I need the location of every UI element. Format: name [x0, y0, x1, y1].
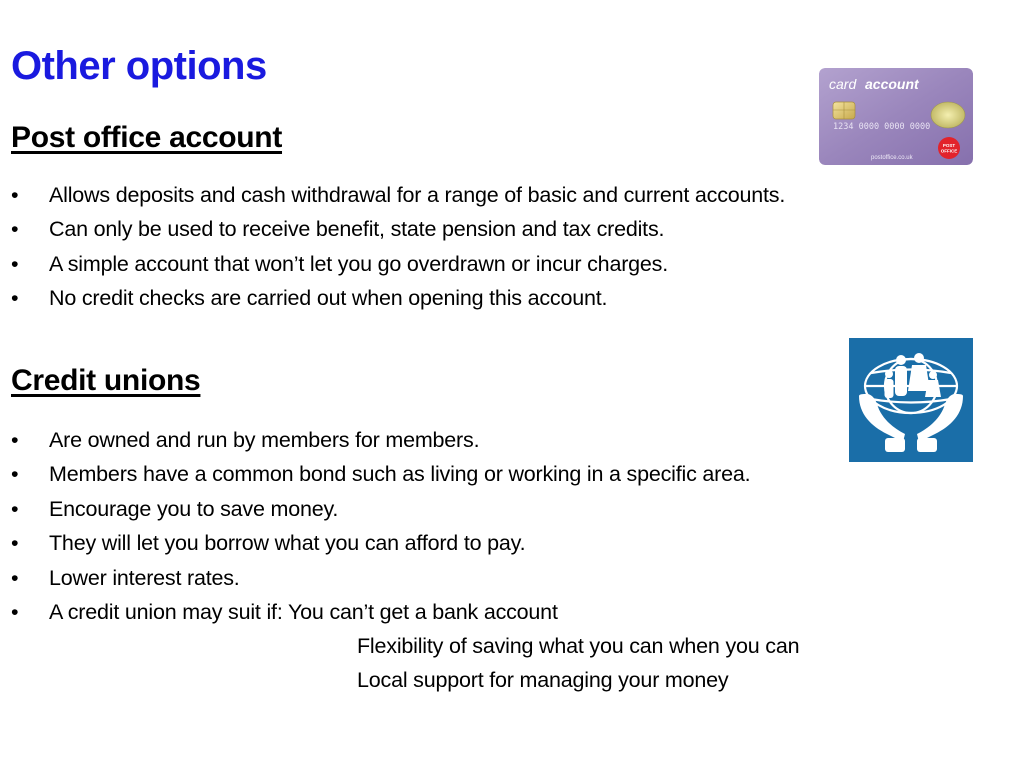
list-item [11, 561, 750, 595]
bullet-text: Encourage you to save money. [49, 496, 339, 521]
list-item [11, 212, 785, 246]
post-office-bullet-list [11, 178, 785, 316]
card-brand-bold: account [865, 76, 919, 92]
post-office-card-image [819, 68, 973, 165]
bullet-text: A simple account that won’t let you go overdrawn or incur charges. [49, 251, 668, 276]
credit-unions-heading: Credit unions [11, 364, 201, 397]
bullet-icon: • [11, 565, 19, 590]
bullet-text: No credit checks are carried out when opening this account. [49, 286, 608, 311]
list-item [11, 457, 750, 491]
suit-if-line: Local support for managing your money [357, 668, 729, 693]
bullet-text: Can only be used to receive benefit, state pension and tax credits. [49, 217, 665, 242]
list-item [11, 492, 750, 526]
bullet-text: Allows deposits and cash withdrawal for a range of basic and current accounts. [49, 183, 786, 207]
list-item [11, 595, 750, 629]
bullet-text: A credit union may suit if: You can’t get a bank account [49, 600, 558, 625]
list-item [11, 178, 785, 212]
bullet-text: Lower interest rates. [49, 565, 240, 590]
suit-if-line: Flexibility of saving what you can when you can [357, 634, 800, 658]
list-item [11, 281, 785, 315]
bullet-icon: • [11, 531, 19, 556]
bullet-icon: • [11, 428, 19, 452]
bullet-icon: • [11, 496, 19, 521]
slide-title: Other options [11, 44, 267, 88]
list-item [11, 247, 785, 281]
bullet-text: Are owned and run by members for members. [49, 428, 480, 452]
bullet-icon: • [11, 217, 19, 242]
bullet-text: Members have a common bond such as living or working in a specific area. [49, 462, 751, 487]
bullet-icon: • [11, 286, 19, 311]
suit-if-continuation [357, 629, 799, 698]
logo-line1: POST [942, 143, 956, 148]
credit-unions-bullet-list [11, 423, 750, 629]
card-number: 1234 0000 0000 0000 [833, 122, 931, 132]
list-item [11, 423, 750, 457]
post-office-heading: Post office account [11, 121, 283, 154]
bullet-icon: • [11, 183, 19, 207]
bullet-icon: • [11, 600, 19, 625]
logo-line2: OFFICE [940, 148, 958, 154]
card-site: postoffice.co.uk [871, 155, 913, 161]
card-brand-light: card [829, 76, 857, 92]
bullet-text: They will let you borrow what you can afford to pay. [49, 531, 526, 556]
credit-union-logo-image [849, 338, 973, 462]
list-item [11, 526, 750, 560]
bullet-icon: • [11, 251, 19, 276]
bullet-icon: • [11, 462, 19, 487]
